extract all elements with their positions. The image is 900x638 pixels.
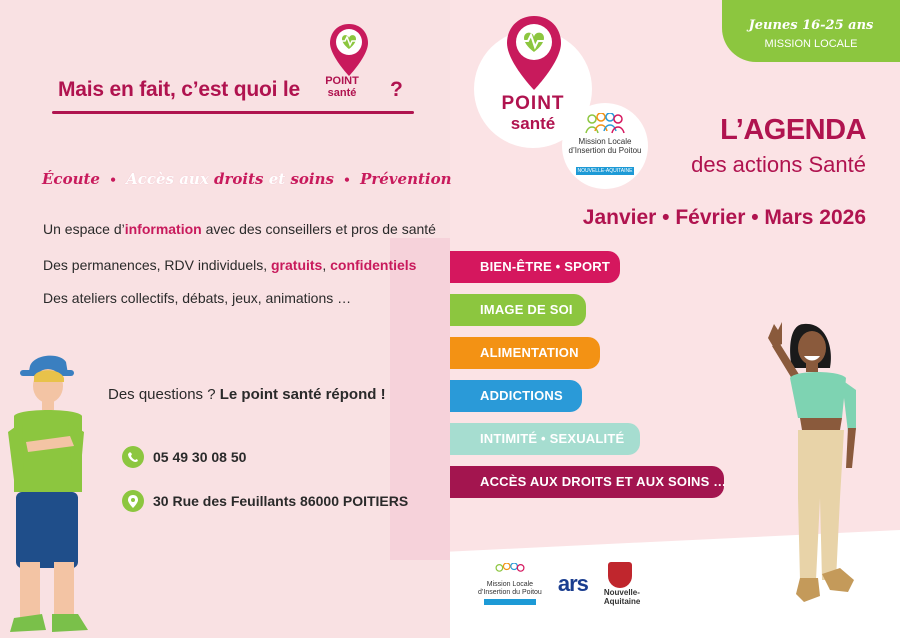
address-row <box>122 490 408 512</box>
point-sante-logo-big: POINT santé <box>501 93 565 133</box>
value-prevention: Prévention <box>360 170 452 188</box>
people-icon <box>584 113 626 135</box>
value-acces: Accès aux <box>126 170 209 188</box>
theme-intimite: INTIMITÉ • SEXUALITÉ <box>450 423 640 455</box>
point-sante-pin-icon <box>505 14 563 92</box>
values-row <box>42 170 452 188</box>
value-separator: • <box>343 173 351 187</box>
age-range: Jeunes 16-25 ans <box>748 18 874 33</box>
region-shield-icon <box>608 562 632 588</box>
value-separator: • <box>109 173 117 187</box>
mission-locale-logo: Mission Locale d’Insertion du Poitou NOUVELLE-AQUITAINE <box>562 103 648 189</box>
partner-mission-locale: Mission Locale d’Insertion du Poitou <box>478 563 542 605</box>
agenda-subtitle: des actions Santé <box>691 152 866 177</box>
title-underline <box>52 111 414 114</box>
info-line-2: Des permanences, RDV individuels, gratuits, confidentiels <box>43 257 417 273</box>
value-ecoute: Écoute <box>42 170 100 188</box>
point-sante-logo-small: POINT santé <box>325 75 359 99</box>
info-line-1: Un espace d’information avec des conseillers et pros de santé <box>43 221 436 237</box>
address-text: 30 Rue des Feuillants 86000 POITIERS <box>153 493 409 509</box>
partner-ars <box>558 571 588 597</box>
age-tab <box>722 0 900 62</box>
boy-illustration <box>8 352 98 636</box>
phone-row[interactable] <box>122 446 246 468</box>
girl-illustration <box>760 318 870 614</box>
mission-locale-label: MISSION LOCALE <box>764 38 858 50</box>
partner-nouvelle-aquitaine: Nouvelle- Aquitaine <box>604 562 640 606</box>
value-droits: droits <box>214 170 264 188</box>
theme-bien-etre: BIEN-ÊTRE • SPORT <box>450 251 620 283</box>
title-question-mark: ? <box>390 78 403 101</box>
point-sante-pin-icon <box>328 22 370 78</box>
phone-number[interactable]: 05 49 30 08 50 <box>153 449 247 465</box>
value-et: et <box>268 170 286 188</box>
location-pin-icon <box>122 490 144 512</box>
theme-alimentation: ALIMENTATION <box>450 337 600 369</box>
theme-addictions: ADDICTIONS <box>450 380 582 412</box>
people-icon <box>492 563 528 581</box>
agenda-period: Janvier • Février • Mars 2026 <box>582 206 866 229</box>
info-line-3: Des ateliers collectifs, débats, jeux, animations … <box>43 290 352 306</box>
ars-logo: ars <box>557 571 588 596</box>
page-title: Mais en fait, c’est quoi le <box>58 78 300 101</box>
theme-acces-droits: ACCÈS AUX DROITS ET AUX SOINS … <box>450 466 724 498</box>
phone-icon <box>122 446 144 468</box>
value-soins: soins <box>290 170 334 188</box>
agenda-title: L’AGENDA <box>720 114 866 146</box>
theme-image-de-soi: IMAGE DE SOI <box>450 294 586 326</box>
partner-logos <box>478 562 640 606</box>
question-line: Des questions ? Le point santé répond ! <box>108 386 386 403</box>
